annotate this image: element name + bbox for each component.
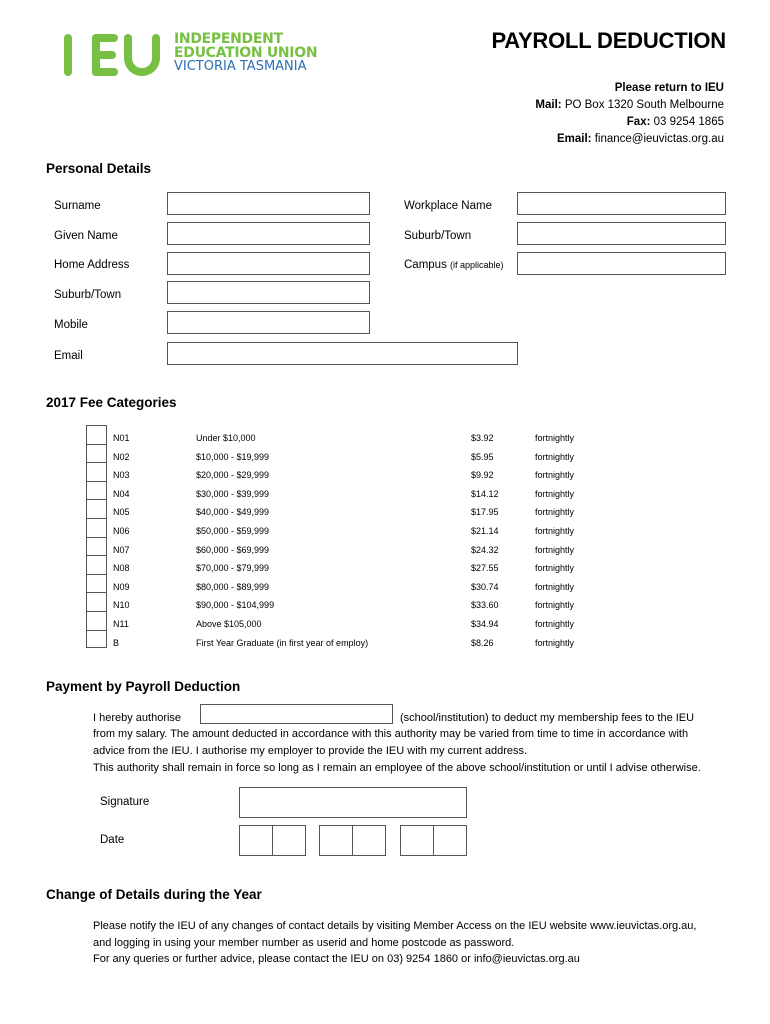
logo-line-2: EDUCATION UNION (174, 45, 318, 61)
fax-value: 03 9254 1865 (653, 116, 724, 128)
workplace-suburb-field[interactable] (517, 222, 726, 245)
fee-amount: $21.14 (471, 526, 499, 536)
fee-row (0, 466, 770, 485)
fee-salary-range: $60,000 - $69,999 (196, 544, 270, 555)
fee-row (0, 522, 770, 541)
fee-amount: $5.95 (471, 451, 494, 462)
fee-code: N05 (113, 507, 130, 518)
fee-amount: $30.74 (471, 581, 499, 592)
fee-amount: $8.26 (471, 637, 494, 648)
return-address-block (535, 80, 724, 148)
fee-row (0, 485, 770, 504)
home-address-field[interactable] (167, 252, 370, 275)
fee-row (0, 429, 770, 448)
fax-line (535, 114, 724, 131)
fee-amount: $17.95 (471, 507, 499, 518)
campus-text: Campus (404, 259, 447, 271)
fee-salary-range: $50,000 - $59,999 (196, 526, 270, 536)
personal-details-title: Personal Details (46, 161, 152, 176)
fee-amount: $33.60 (471, 600, 499, 611)
fee-salary-range: Under $10,000 (196, 433, 256, 443)
fee-amount: $3.92 (471, 433, 494, 443)
given-name-field[interactable] (167, 222, 370, 245)
fee-period: fortnightly (535, 451, 575, 462)
fee-row (0, 559, 770, 578)
ieu-logo-mark (62, 32, 166, 78)
ieu-logo-text (174, 32, 317, 74)
fee-period: fortnightly (535, 619, 575, 629)
fee-salary-range: $70,000 - $79,999 (196, 563, 270, 574)
change-line-1: Please notify the IEU of any changes of contact details by visiting Member Access on the IEU website www.ieuvictas.org.au, (93, 920, 697, 932)
campus-note: (if applicable) (450, 260, 504, 270)
fee-period: fortnightly (535, 526, 575, 536)
fee-code: B (113, 637, 120, 648)
home-address-label: Home Address (54, 259, 130, 271)
fee-code: N02 (113, 451, 130, 462)
authority-line-2: from my salary. The amount deducted in accordance with this authority may be varied from time to time in accordance with (93, 728, 689, 740)
suburb-label: Suburb/Town (54, 289, 122, 301)
date-day-digit-2[interactable] (272, 825, 306, 856)
fee-amount: $34.94 (471, 619, 499, 629)
fee-period: fortnightly (535, 563, 575, 574)
fee-row (0, 541, 770, 560)
page-title: PAYROLL DEDUCTION (491, 28, 726, 53)
date-month-digit-1[interactable] (319, 825, 353, 856)
fee-salary-range: $40,000 - $49,999 (196, 507, 270, 518)
fee-salary-range: First Year Graduate (in first year of employ) (196, 637, 369, 648)
workplace-name-field[interactable] (517, 192, 726, 215)
email-line (535, 131, 724, 148)
email-value: finance@ieuvictas.org.au (594, 133, 724, 145)
mail-line (535, 97, 724, 114)
change-details-title: Change of Details during the Year (46, 887, 262, 902)
fee-period: fortnightly (535, 600, 575, 611)
fee-period: fortnightly (535, 581, 575, 592)
fee-code: N09 (113, 581, 130, 592)
date-day-digit-1[interactable] (239, 825, 273, 856)
fee-period: fortnightly (535, 544, 575, 555)
school-institution-field[interactable] (200, 704, 393, 724)
email-label: Email: (556, 133, 592, 145)
suburb-field[interactable] (167, 281, 370, 304)
mail-label: Mail: (535, 99, 562, 111)
change-line-2: and logging in using your member number as userid and home postcode as password. (93, 937, 515, 949)
authority-line-4: This authority shall remain in force so long as I remain an employee of the above school/institution or until I advise otherwise. (93, 762, 701, 774)
given-name-label: Given Name (54, 230, 118, 242)
mail-value: PO Box 1320 South Melbourne (564, 99, 724, 111)
fee-row (0, 503, 770, 522)
email-field[interactable] (167, 342, 518, 365)
fee-row (0, 615, 770, 634)
authority-line-3: advice from the IEU. I authorise my employer to provide the IEU with my current address. (93, 745, 528, 757)
date-year-digit-2[interactable] (433, 825, 467, 856)
authorise-suffix: (school/institution) to deduct my membership fees to the IEU (400, 712, 695, 724)
campus-label (404, 259, 504, 271)
mobile-label: Mobile (54, 319, 88, 331)
signature-label: Signature (100, 796, 150, 808)
email-label: Email (54, 350, 83, 362)
return-heading: Please return to IEU (614, 82, 724, 94)
fee-code: N06 (113, 526, 130, 536)
fee-row (0, 578, 770, 597)
fee-salary-range: $20,000 - $29,999 (196, 470, 270, 481)
fee-row (0, 596, 770, 615)
fee-code: N04 (113, 488, 130, 499)
fee-code: N01 (113, 433, 130, 443)
fee-salary-range: $80,000 - $89,999 (196, 581, 270, 592)
fee-code: N08 (113, 563, 130, 574)
fee-code: N03 (113, 470, 130, 481)
date-month-digit-2[interactable] (352, 825, 386, 856)
fee-period: fortnightly (535, 433, 575, 443)
fee-categories-title: 2017 Fee Categories (46, 395, 177, 410)
signature-field[interactable] (239, 787, 467, 818)
authorise-prefix: I hereby authorise (93, 712, 182, 724)
surname-label: Surname (54, 200, 101, 212)
mobile-field[interactable] (167, 311, 370, 334)
fee-period: fortnightly (535, 488, 575, 499)
fee-row (0, 634, 770, 653)
payment-title: Payment by Payroll Deduction (46, 679, 241, 694)
fee-period: fortnightly (535, 507, 575, 518)
fee-amount: $14.12 (471, 488, 499, 499)
fax-label: Fax: (626, 116, 651, 128)
workplace-name-label: Workplace Name (404, 200, 492, 212)
change-line-3: For any queries or further advice, please contact the IEU on 03) 9254 1860 or info@ieuvictas.org.au (93, 953, 580, 965)
fee-salary-range: Above $105,000 (196, 619, 262, 629)
ieu-logo (62, 32, 322, 78)
fee-row (0, 448, 770, 467)
campus-field[interactable] (517, 252, 726, 275)
fee-amount: $9.92 (471, 470, 494, 481)
surname-field[interactable] (167, 192, 370, 215)
fee-salary-range: $10,000 - $19,999 (196, 451, 270, 462)
date-year-digit-1[interactable] (400, 825, 434, 856)
logo-line-3: VICTORIA TASMANIA (174, 59, 307, 74)
fee-salary-range: $30,000 - $39,999 (196, 488, 270, 499)
fee-amount: $24.32 (471, 544, 499, 555)
fee-code: N07 (113, 544, 130, 555)
fee-period: fortnightly (535, 637, 575, 648)
fee-code: N11 (113, 619, 129, 629)
fee-salary-range: $90,000 - $104,999 (196, 600, 275, 611)
workplace-suburb-label: Suburb/Town (404, 230, 472, 242)
fee-period: fortnightly (535, 470, 575, 481)
fee-code: N10 (113, 600, 130, 611)
date-label: Date (100, 834, 125, 846)
fee-amount: $27.55 (471, 563, 499, 574)
logo-line-1: INDEPENDENT (174, 31, 283, 47)
